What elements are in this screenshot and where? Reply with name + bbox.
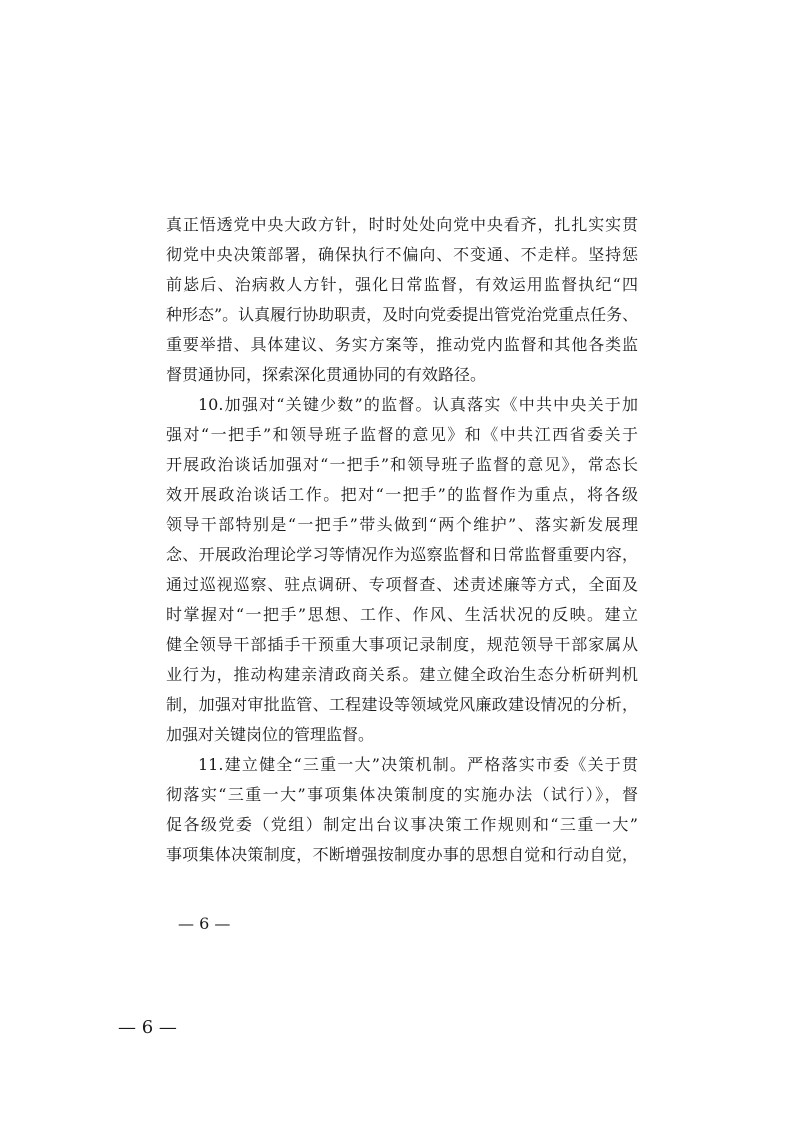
text-line: 通过巡视巡察、驻点调研、专项督查、述责述廉等方式，全面及: [166, 575, 638, 594]
text-line: 强对“一把手”和领导班子监督的意见》和《中共江西省委关于: [166, 425, 638, 444]
text-line: 时掌握对“一把手”思想、工作、作风、生活状况的反映。建立: [166, 605, 638, 624]
text-line: 念、开展政治理论学习等情况作为巡察监督和日常监督重要内容，: [166, 545, 638, 564]
paragraph-heading-10: 10.加强对“关键少数”的监督。认真落实《中共中央关于加: [198, 395, 638, 414]
text-line: 事项集体决策制度，不断增强按制度办事的思想自觉和行动自觉，: [166, 845, 638, 864]
body-text: [166, 210, 638, 870]
page-number-outer: — 6 —: [118, 1017, 177, 1038]
text-line: 促各级党委（党组）制定出台议事决策工作规则和“三重一大”: [166, 815, 638, 834]
text-line: 制，加强对审批监管、工程建设等领域党风廉政建设情况的分析，: [166, 695, 638, 714]
text-line: 种形态”。认真履行协助职责，及时向党委提出管党治党重点任务、: [166, 305, 639, 324]
text-line: 业行为，推动构建亲清政商关系。建立健全政治生态分析研判机: [166, 665, 638, 684]
text-line: 开展政治谈话加强对“一把手”和领导班子监督的意见》，常态长: [166, 455, 638, 474]
text-line: 加强对关键岗位的管理监督。: [166, 725, 375, 744]
text-line: 督贯通协同，探索深化贯通协同的有效路径。: [166, 365, 487, 384]
text-line: 健全领导干部插手干预重大事项记录制度，规范领导干部家属从: [166, 635, 638, 654]
text-line: 真正悟透党中央大政方针，时时处处向党中央看齐，扎扎实实贯: [166, 215, 638, 234]
page-number-inner: — 6 —: [178, 914, 231, 933]
paragraph-heading-11: 11.建立健全“三重一大”决策机制。严格落实市委《关于贯: [198, 755, 638, 774]
text-line: 领导干部特别是“一把手”带头做到“两个维护”、落实新发展理: [166, 515, 638, 534]
text-line: 彻落实“三重一大”事项集体决策制度的实施办法（试行）》，督: [166, 785, 638, 804]
text-line: 重要举措、具体建议、务实方案等，推动党内监督和其他各类监: [166, 335, 638, 354]
text-line: 前毖后、治病救人方针，强化日常监督，有效运用监督执纪“四: [166, 275, 638, 294]
text-line: 彻党中央决策部署，确保执行不偏向、不变通、不走样。坚持惩: [166, 245, 638, 264]
text-line: 效开展政治谈话工作。把对“一把手”的监督作为重点，将各级: [166, 485, 638, 504]
